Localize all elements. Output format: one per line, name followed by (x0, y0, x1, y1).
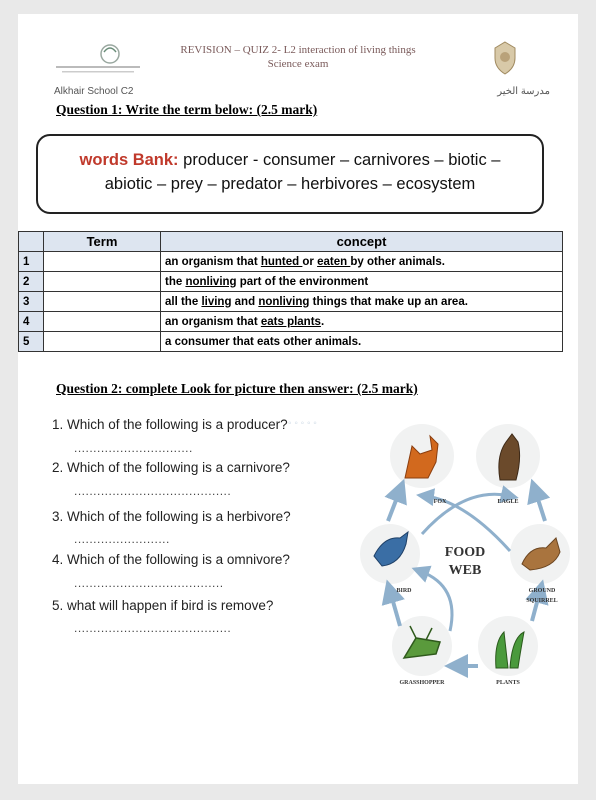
label-plants: PLANTS (496, 680, 520, 686)
question1-heading: Question 1: Write the term below: (2.5 mark) (56, 102, 318, 117)
concept-text: nonliving (185, 275, 237, 288)
food-web-diagram (360, 406, 570, 696)
table-row (19, 312, 563, 332)
table-row (19, 332, 563, 352)
header-title: REVISION – QUIZ 2- L2 interaction of living things (180, 44, 416, 56)
concept-text: things that make up an area. (309, 295, 468, 308)
concept-text: living (201, 295, 232, 308)
food-web-title2: WEB (448, 563, 482, 578)
answer-line-3[interactable]: ......................... (74, 532, 170, 546)
arrow-plants-to-squirrel (532, 591, 540, 621)
concept-text: all the (165, 295, 202, 308)
concept-text: nonliving (258, 295, 310, 308)
concept-cell (161, 312, 563, 332)
word-bank-words1: producer - consumer – carnivores – biotic – (183, 151, 501, 169)
concept-text: an organism that (165, 255, 261, 268)
question-item-1: 1. Which of the following is a producer? (52, 417, 288, 432)
concept-text: eaten (317, 255, 351, 268)
header-subtitle: Science exam (267, 58, 329, 70)
label-squirrel-2: SQUIRREL (526, 598, 558, 604)
table-header-term: Term (44, 232, 161, 252)
arrow-grasshopper-to-bird (390, 591, 400, 626)
question-item-4: 4. Which of the following is a omnivore? (52, 552, 290, 567)
word-bank-line1 (38, 149, 542, 171)
arrow-bird-to-fox (388, 490, 400, 521)
concept-text: a consumer that eats other animals. (165, 335, 362, 348)
word-bank-line2: abiotic – prey – predator – herbivores – ecosystem (104, 175, 476, 193)
school-name-ar: مدرسة الخير (497, 86, 550, 97)
answer-line-1[interactable]: ............................... (74, 441, 193, 455)
row-number: 4 (19, 312, 44, 332)
concept-text: or (302, 255, 318, 268)
row-number: 5 (19, 332, 44, 352)
watermark: ◦ ◦ ◦ ◦ ◦ (288, 418, 317, 429)
concept-cell (161, 292, 563, 312)
label-squirrel-1: GROUND (528, 588, 556, 594)
arrow-squirrel-to-eagle (535, 490, 545, 521)
row-number: 1 (19, 252, 44, 272)
table-row (19, 292, 563, 312)
concept-text: by other animals. (350, 255, 445, 268)
worksheet-page (18, 14, 578, 784)
concept-text: eats plants (260, 315, 321, 328)
table-header-num (19, 232, 44, 252)
question2-heading: Question 2: complete Look for picture then answer: (2.5 mark) (56, 381, 418, 396)
table-row (19, 272, 563, 292)
term-answer-cell[interactable] (44, 292, 161, 312)
concept-text: hunted (260, 255, 303, 268)
concept-text: part of the environment (236, 275, 369, 288)
label-bird: BIRD (396, 588, 412, 594)
term-answer-cell[interactable] (44, 272, 161, 292)
table-row (19, 252, 563, 272)
concept-cell (161, 272, 563, 292)
table-header-row (19, 232, 563, 252)
uae-emblem (490, 40, 520, 76)
concept-text: and (231, 295, 259, 308)
answer-line-4[interactable]: ....................................... (74, 576, 224, 590)
word-bank-label: words Bank: (79, 151, 179, 169)
question-item-3: 3. Which of the following is a herbivore? (52, 509, 291, 524)
label-fox: FOX (433, 499, 447, 505)
label-eagle: EAGLE (497, 499, 519, 505)
concept-text: . (320, 315, 325, 328)
concept-cell (161, 252, 563, 272)
terms-table (18, 231, 563, 352)
answer-line-2[interactable]: ......................................... (74, 484, 232, 498)
table-header-concept: concept (161, 232, 563, 252)
term-answer-cell[interactable] (44, 312, 161, 332)
word-bank-box (36, 134, 544, 214)
question-item-2: 2. Which of the following is a carnivore? (52, 460, 290, 475)
term-answer-cell[interactable] (44, 332, 161, 352)
term-answer-cell[interactable] (44, 252, 161, 272)
row-number: 2 (19, 272, 44, 292)
concept-text: the (165, 275, 186, 288)
answer-line-5[interactable]: ......................................... (74, 621, 232, 635)
food-web-title: FOOD (444, 545, 486, 560)
concept-cell (161, 332, 563, 352)
row-number: 3 (19, 292, 44, 312)
concept-text: an organism that (165, 315, 261, 328)
question-item-5: 5. what will happen if bird is remove? (52, 598, 274, 613)
label-grasshopper: GRASSHOPPER (399, 680, 445, 686)
school-name-en: Alkhair School C2 (54, 86, 134, 97)
